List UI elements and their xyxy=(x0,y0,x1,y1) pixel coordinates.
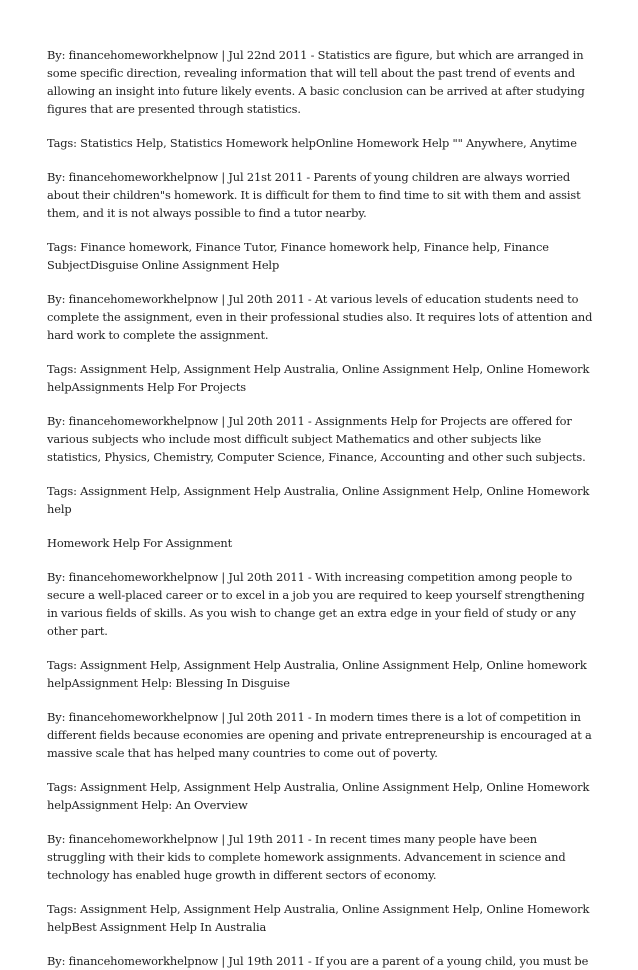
post-summary-5: By: financehomeworkhelpnow | Jul 20th 2011 - With increasing competition among people to secure a well-placed career or to excel in a job you are required to keep yourself strengthening in various fields of skills. As you wish to change get an extra edge in your field of study or any other part. xyxy=(47,570,585,638)
post-summary-6: By: financehomeworkhelpnow | Jul 20th 2011 - In modern times there is a lot of competition in different fields because economies are opening and private entrepreneurship is encouraged at a massive scale that has helped many countries to come out of poverty. xyxy=(47,710,592,760)
post-tags-1: Tags: Statistics Help, Statistics Homework helpOnline Homework Help "" Anywhere, Anytime xyxy=(47,136,577,150)
post-tags-5: Tags: Assignment Help, Assignment Help Australia, Online Assignment Help, Online homework helpAssignment Help: Blessing In Disguise xyxy=(47,658,587,690)
post-summary-1: By: financehomeworkhelpnow | Jul 22nd 2011 - Statistics are figure, but which are arranged in some specific direction, revealing information that will tell about the past trend of events and allowing an insight into future likely events. A basic conclusion can be arrived at after studying figures that are presented through statistics. xyxy=(47,48,585,116)
post-title: Homework Help For Assignment xyxy=(47,536,233,550)
post-summary-2: By: financehomeworkhelpnow | Jul 21st 2011 - Parents of young children are always worried about their children"s homework. It is difficult for them to find time to sit with them and assist them, and it is not always possible to find a tutor nearby. xyxy=(47,170,581,220)
post-tags-7: Tags: Assignment Help, Assignment Help Australia, Online Assignment Help, Online Homework helpBest Assignment Help In Australia xyxy=(47,902,590,934)
post-summary-7: By: financehomeworkhelpnow | Jul 19th 2011 - In recent times many people have been struggling with their kids to complete homework assignments. Advancement in science and technology has enabled huge growth in different sectors of economy. xyxy=(47,832,566,882)
post-tags-3: Tags: Assignment Help, Assignment Help Australia, Online Assignment Help, Online Homework helpAssignments Help For Projects xyxy=(47,362,590,394)
post-summary-3: By: financehomeworkhelpnow | Jul 20th 2011 - At various levels of education students need to complete the assignment, even in their professional studies also. It requires lots of attention and hard work to complete the assignment. xyxy=(47,292,593,342)
post-summary-4: By: financehomeworkhelpnow | Jul 20th 2011 - Assignments Help for Projects are offered for various subjects who include most difficult subject Mathematics and other subjects like statistics, Physics, Chemistry, Computer Science, Finance, Accounting and other such subjects. xyxy=(47,414,586,464)
post-tags-2: Tags: Finance homework, Finance Tutor, Finance homework help, Finance help, Finance SubjectDisguise Online Assignment Help xyxy=(47,240,549,272)
post-tags-6: Tags: Assignment Help, Assignment Help Australia, Online Assignment Help, Online Homework helpAssignment Help: An Overview xyxy=(47,780,590,812)
post-summary-8: By: financehomeworkhelpnow | Jul 19th 2011 - If you are a parent of a young child, you must be xyxy=(47,954,589,968)
post-tags-4: Tags: Assignment Help, Assignment Help Australia, Online Assignment Help, Online Homework help xyxy=(47,484,590,516)
